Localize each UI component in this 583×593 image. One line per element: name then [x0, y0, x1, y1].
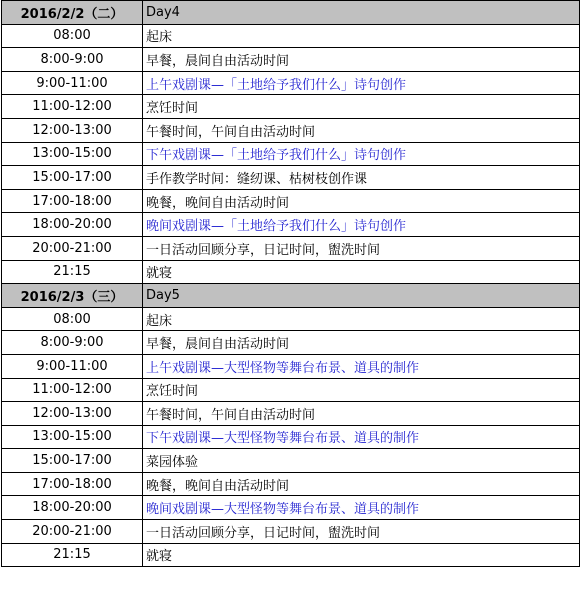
activity-cell: 午餐时间，午间自由活动时间 [143, 118, 580, 142]
time-cell: 8:00-9:00 [2, 331, 143, 355]
activity-cell: 手作教学时间：缝纫课、枯树枝创作课 [143, 166, 580, 190]
activity-cell: 烹饪时间 [143, 95, 580, 119]
time-cell: 08:00 [2, 307, 143, 331]
time-cell: 17:00-18:00 [2, 189, 143, 213]
time-cell: 11:00-12:00 [2, 95, 143, 119]
activity-cell: 就寝 [143, 543, 580, 567]
activity-cell: 晚间戏剧课—大型怪物等舞台布景、道具的制作 [143, 496, 580, 520]
time-cell: 13:00-15:00 [2, 425, 143, 449]
activity-cell: 晚餐，晚间自由活动时间 [143, 472, 580, 496]
schedule-row [2, 24, 580, 48]
time-cell: 18:00-20:00 [2, 213, 143, 237]
activity-cell: 早餐，晨间自由活动时间 [143, 48, 580, 72]
schedule-row [2, 166, 580, 190]
time-cell: 15:00-17:00 [2, 166, 143, 190]
schedule-row [2, 48, 580, 72]
schedule-row [2, 260, 580, 284]
time-cell: 08:00 [2, 24, 143, 48]
activity-cell: 午餐时间，午间自由活动时间 [143, 402, 580, 426]
schedule-row [2, 378, 580, 402]
schedule-row [2, 71, 580, 95]
time-cell: 12:00-13:00 [2, 118, 143, 142]
time-cell: 17:00-18:00 [2, 472, 143, 496]
activity-cell: 下午戏剧课—「土地给予我们什么」诗句创作 [143, 142, 580, 166]
day-label: Day4 [143, 1, 580, 25]
schedule-row [2, 425, 580, 449]
activity-cell: 一日活动回顾分享，日记时间，盥洗时间 [143, 520, 580, 544]
schedule-row [2, 142, 580, 166]
activity-cell: 起床 [143, 24, 580, 48]
schedule-row [2, 331, 580, 355]
time-cell: 20:00-21:00 [2, 236, 143, 260]
day-header-row [2, 284, 580, 308]
activity-cell: 烹饪时间 [143, 378, 580, 402]
time-cell: 11:00-12:00 [2, 378, 143, 402]
schedule-row [2, 95, 580, 119]
time-cell: 21:15 [2, 260, 143, 284]
time-cell: 15:00-17:00 [2, 449, 143, 473]
time-cell: 20:00-21:00 [2, 520, 143, 544]
schedule-row [2, 520, 580, 544]
time-cell: 13:00-15:00 [2, 142, 143, 166]
day-date: 2016/2/3（三） [2, 284, 143, 308]
activity-cell: 早餐，晨间自由活动时间 [143, 331, 580, 355]
schedule-row [2, 213, 580, 237]
activity-cell: 晚间戏剧课—「土地给予我们什么」诗句创作 [143, 213, 580, 237]
schedule-row [2, 189, 580, 213]
time-cell: 12:00-13:00 [2, 402, 143, 426]
schedule-table [1, 0, 580, 567]
day-header-row [2, 1, 580, 25]
day-date: 2016/2/2（二） [2, 1, 143, 25]
activity-cell: 上午戏剧课—大型怪物等舞台布景、道具的制作 [143, 354, 580, 378]
activity-cell: 菜园体验 [143, 449, 580, 473]
time-cell: 9:00-11:00 [2, 71, 143, 95]
time-cell: 8:00-9:00 [2, 48, 143, 72]
activity-cell: 下午戏剧课—大型怪物等舞台布景、道具的制作 [143, 425, 580, 449]
schedule-row [2, 118, 580, 142]
schedule-row [2, 472, 580, 496]
time-cell: 18:00-20:00 [2, 496, 143, 520]
activity-cell: 晚餐，晚间自由活动时间 [143, 189, 580, 213]
schedule-body [2, 1, 580, 567]
schedule-row [2, 307, 580, 331]
activity-cell: 就寝 [143, 260, 580, 284]
time-cell: 21:15 [2, 543, 143, 567]
schedule-row [2, 236, 580, 260]
schedule-row [2, 402, 580, 426]
schedule-row [2, 354, 580, 378]
schedule-row [2, 543, 580, 567]
activity-cell: 上午戏剧课—「土地给予我们什么」诗句创作 [143, 71, 580, 95]
activity-cell: 一日活动回顾分享，日记时间，盥洗时间 [143, 236, 580, 260]
time-cell: 9:00-11:00 [2, 354, 143, 378]
activity-cell: 起床 [143, 307, 580, 331]
schedule-row [2, 449, 580, 473]
day-label: Day5 [143, 284, 580, 308]
schedule-row [2, 496, 580, 520]
